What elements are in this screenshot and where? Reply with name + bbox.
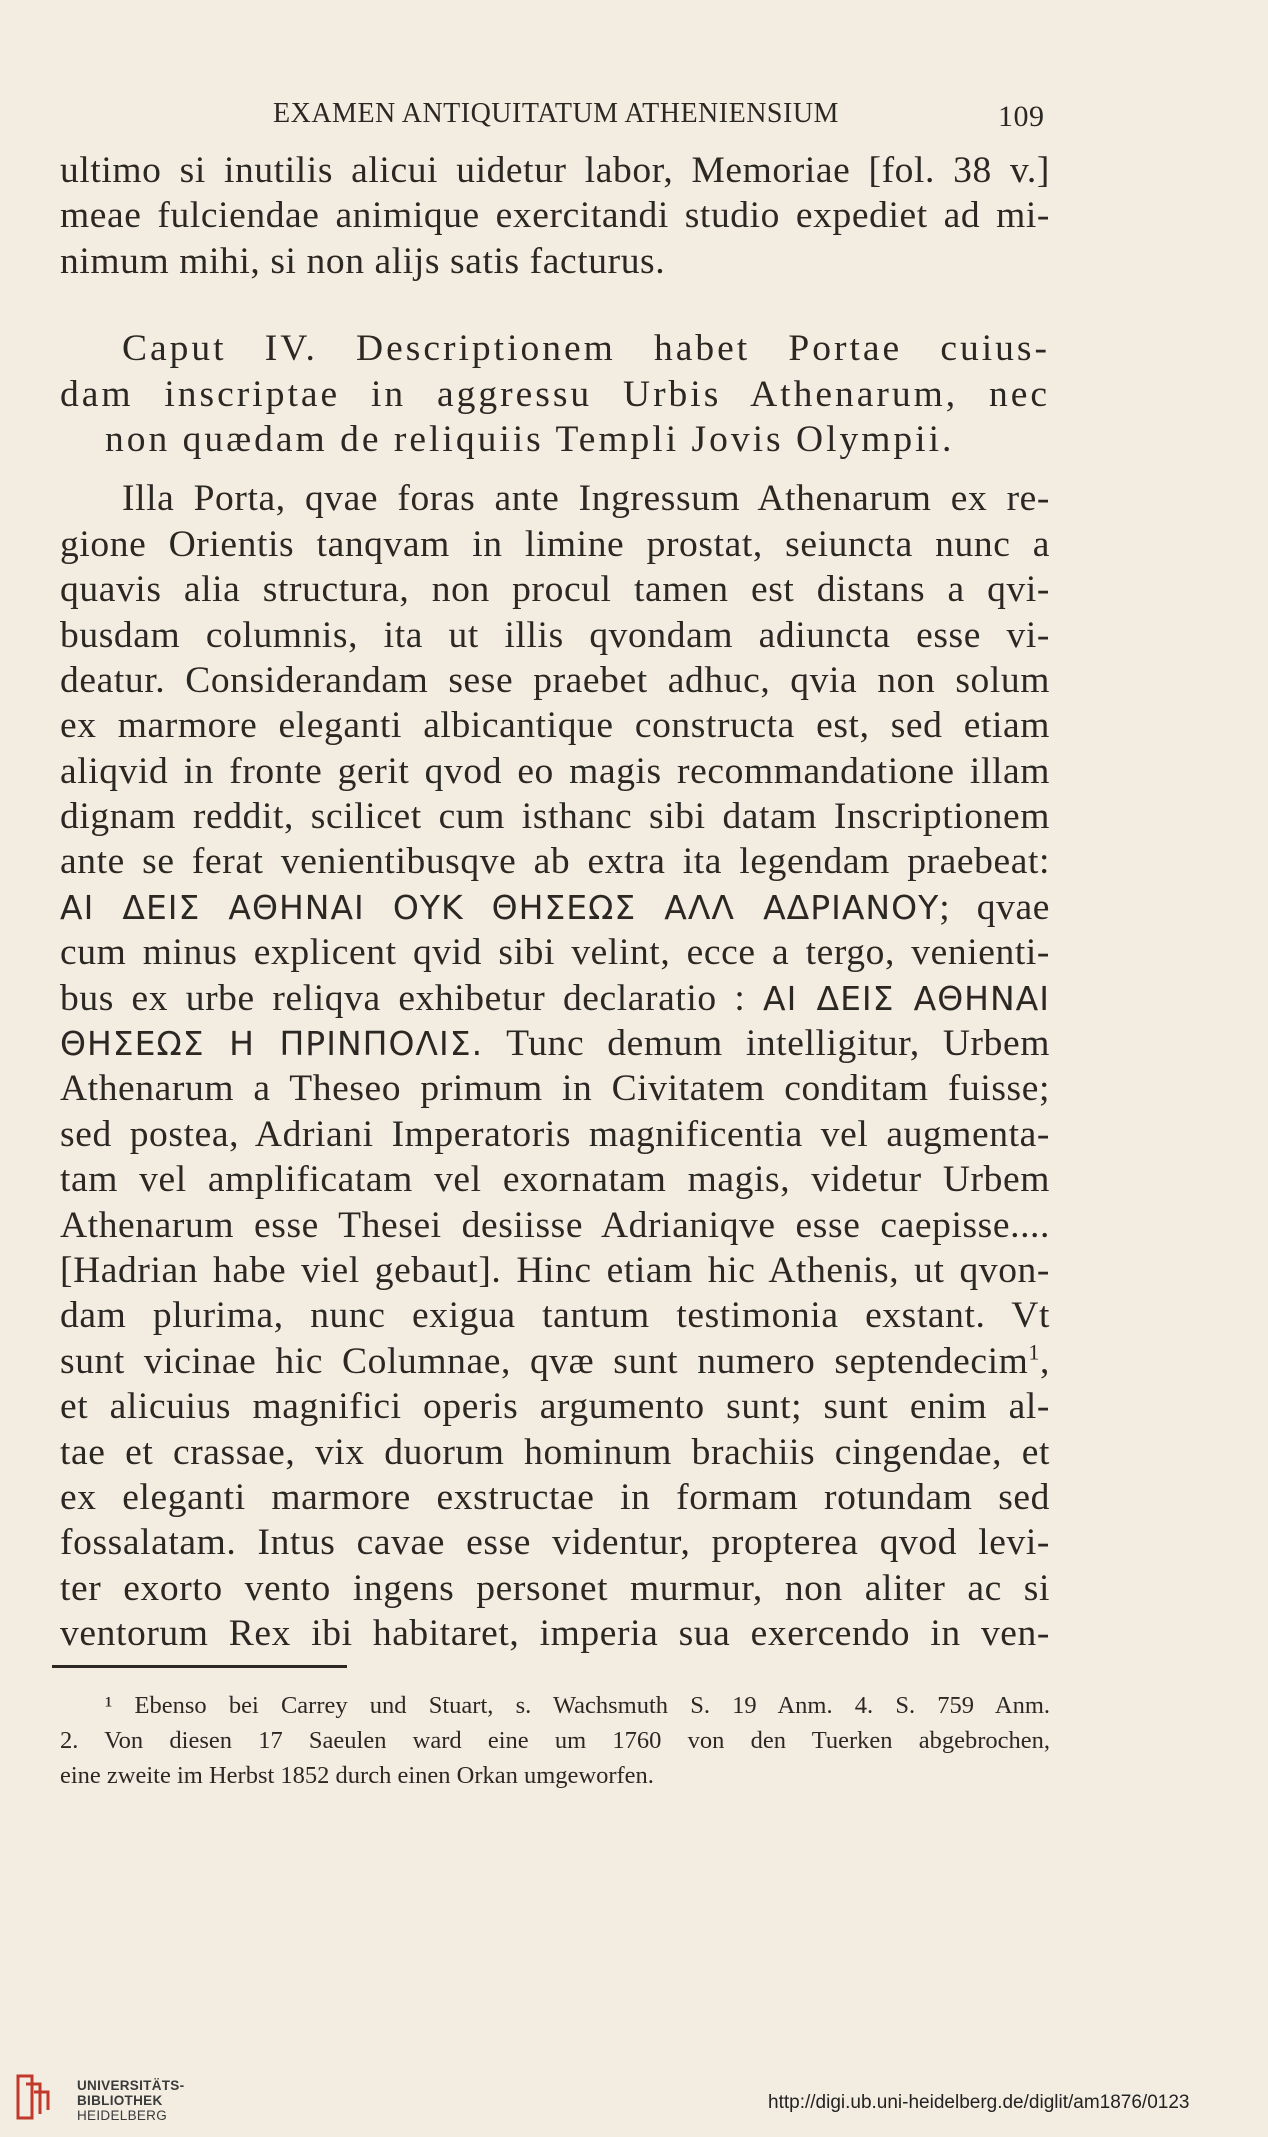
text-line: non quædam de reliquiis Templi Jovis Olympii. <box>105 418 955 460</box>
logo-line: HEIDELBERG <box>77 2108 168 2123</box>
text-line: meae fulciendae animique exercitandi studio expediet ad mi- <box>60 195 1050 237</box>
text-line: gione Orientis tanqvam in limine prostat, seiuncta nunc a <box>60 523 1050 565</box>
text-fragment: bus ex urbe reliqva exhibetur declaratio : <box>60 977 746 1019</box>
body-text <box>60 148 1050 1657</box>
text-line <box>60 1021 1050 1066</box>
text-line: ex eleganti marmore exstructae in formam rotundam sed <box>60 1476 1050 1518</box>
library-logo-text <box>77 2078 184 2123</box>
text-line <box>60 1339 1050 1384</box>
text-line: tam vel amplificatam vel exornatam magis, videtur Urbem <box>60 1159 1050 1201</box>
text-line: et alicuius magnifici operis argumento sunt; sunt enim al- <box>60 1386 1050 1428</box>
footnote-divider <box>52 1665 347 1668</box>
text-line: fossalatam. Intus cavae esse videntur, propterea qvod levi- <box>60 1522 1050 1564</box>
text-line: sed postea, Adriani Imperatoris magnificentia vel augmenta- <box>60 1113 1050 1155</box>
text-line: ventorum Rex ibi habitaret, imperia sua exercendo in ven- <box>60 1613 1050 1655</box>
library-logo-icon <box>12 2070 62 2124</box>
text-fragment: Tunc demum intelligitur, Urbem <box>506 1023 1050 1065</box>
page-number: 109 <box>998 100 1045 133</box>
text-line: busdam columnis, ita ut illis qvondam adiuncta esse vi- <box>60 614 1050 656</box>
footnote-marker[interactable]: 1 <box>1028 1339 1041 1365</box>
text-line: deatur. Considerandam sese praebet adhuc, qvia non solum <box>60 659 1050 701</box>
library-logo[interactable] <box>12 2070 212 2125</box>
greek-inscription: ΑΙ ΔΕΙΣ ΑΘΗΝΑΙ <box>763 978 1050 1018</box>
text-line: Athenarum esse Thesei desiisse Adrianiqve esse caepisse.... <box>60 1204 1050 1246</box>
text-line: Illa Porta, qvae foras ante Ingressum Athenarum ex re- <box>122 478 1050 520</box>
paragraph-main <box>60 476 1050 1656</box>
text-fragment: sunt vicinae hic Columnae, qvæ sunt numero septendecim <box>60 1340 1029 1382</box>
running-title: EXAMEN ANTIQUITATUM ATHENIENSIUM <box>273 98 839 129</box>
text-line: nimum mihi, si non alijs satis facturus. <box>60 240 666 282</box>
text-line <box>60 976 1050 1021</box>
text-line: [Hadrian habe viel gebaut]. Hinc etiam hic Athenis, ut qvon- <box>60 1249 1050 1291</box>
text-line: Caput IV. Descriptionem habet Portae cuius- <box>122 328 1050 370</box>
footnote-line: ¹ Ebenso bei Carrey und Stuart, s. Wachsmuth S. 19 Anm. 4. S. 759 Anm. <box>105 1692 1050 1719</box>
text-line: ex marmore eleganti albicantique constructa est, sed etiam <box>60 705 1050 747</box>
text-line: tae et crassae, vix duorum hominum brachiis cingendae, et <box>60 1431 1050 1473</box>
text-line: Athenarum a Theseo primum in Civitatem conditam fuisse; <box>60 1068 1050 1110</box>
text-fragment: ; qvae <box>939 886 1050 928</box>
source-url-link[interactable]: http://digi.ub.uni-heidelberg.de/diglit/am1876/0123 <box>768 2092 1190 2113</box>
text-line: dam plurima, nunc exigua tantum testimonia exstant. Vt <box>60 1295 1050 1337</box>
footnote-line: eine zweite im Herbst 1852 durch einen Orkan umgeworfen. <box>60 1762 654 1789</box>
footnote-line: 2. Von diesen 17 Saeulen ward eine um 1760 von den Tuerken abgebrochen, <box>60 1727 1050 1754</box>
text-line: ultimo si inutilis alicui uidetur labor, Memoriae [fol. 38 v.] <box>60 150 1050 191</box>
text-line: dam inscriptae in aggressu Urbis Athenarum, nec <box>60 373 1050 415</box>
chapter-heading <box>60 326 1050 462</box>
logo-line: BIBLIOTHEK <box>77 2093 163 2108</box>
footnotes <box>60 1688 1050 1793</box>
text-line: ante se ferat venientibusqve ab extra ita legendam praebeat: <box>60 841 1050 883</box>
text-line: aliqvid in fronte gerit qvod eo magis recommandatione illam <box>60 750 1050 792</box>
text-line: dignam reddit, scilicet cum isthanc sibi datam Inscriptionem <box>60 796 1050 838</box>
text-fragment: , <box>1040 1340 1050 1382</box>
paragraph-intro <box>60 148 1050 284</box>
logo-line: UNIVERSITÄTS- <box>77 2078 185 2093</box>
text-line: ter exorto vento ingens personet murmur, non aliter ac si <box>60 1567 1050 1609</box>
greek-inscription: ΑΙ ΔΕΙΣ ΑΘΗΝΑΙ ΟΥΚ ΘΗΣΕΩΣ ΑΛΛ ΑΔΡΙΑΝΟΥ <box>60 887 940 927</box>
text-line: cum minus explicent qvid sibi velint, ecce a tergo, venienti- <box>60 932 1050 974</box>
greek-inscription: ΘΗΣΕΩΣ Η ΠΡΙΝΠΟΛΙΣ. <box>60 1024 484 1064</box>
text-line <box>60 885 1050 930</box>
text-line: quavis alia structura, non procul tamen est distans a qvi- <box>60 569 1050 611</box>
